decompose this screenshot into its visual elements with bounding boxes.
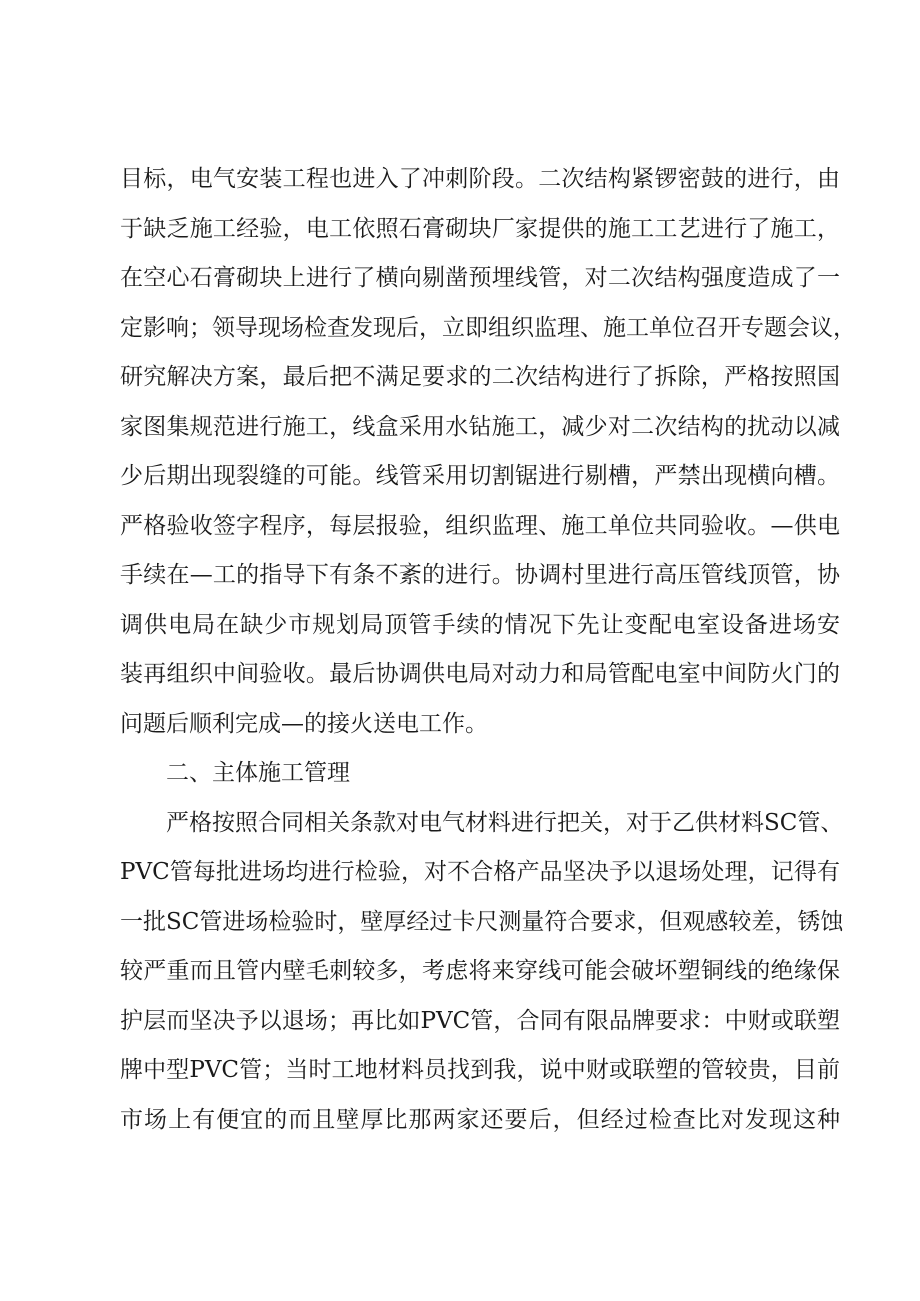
text-line: 目标，电气安装工程也进入了冲刺阶段。二次结构紧锣密鼓的进行，由 bbox=[120, 166, 840, 192]
paragraph-1 bbox=[120, 155, 856, 749]
text-line: 严格按照合同相关条款对电气材料进行把关，对于乙供材料SC管、 bbox=[166, 809, 844, 836]
text-line: 市场上有便宜的而且壁厚比那两家还要后，但经过检查比对发现这种 bbox=[120, 1106, 840, 1133]
text-line: 牌中型PVC管；当时工地材料员找到我，说中财或联塑的管较贵，目前 bbox=[120, 1057, 840, 1083]
text-line: 少后期出现裂缝的可能。线管采用切割锯进行剔槽，严禁出现横向槽。 bbox=[120, 463, 840, 489]
text-line: 家图集规范进行施工，线盒采用水钻施工，减少对二次结构的扰动以减 bbox=[120, 413, 840, 440]
text-line: 严格验收签字程序，每层报验，组织监理、施工单位共同验收。—供电 bbox=[120, 512, 840, 539]
paragraph-2 bbox=[120, 799, 844, 1146]
text-line: 调供电局在缺少市规划局顶管手续的情况下先让变配电室设备进场安 bbox=[120, 611, 840, 638]
text-line: 较严重而且管内壁毛刺较多，考虑将来穿线可能会破坏塑铜线的绝缘保 bbox=[120, 958, 840, 984]
text-line: PVC管每批进场均进行检验，对不合格产品坚决予以退场处理，记得有 bbox=[120, 859, 840, 885]
text-line: 问题后顺利完成—的接火送电工作。 bbox=[120, 710, 488, 737]
document-body bbox=[120, 155, 856, 1145]
text-line: 于缺乏施工经验，电工依照石膏砌块厂家提供的施工工艺进行了施工， bbox=[120, 215, 840, 242]
text-line: 定影响；领导现场检查发现后，立即组织监理、施工单位召开专题会议， bbox=[120, 314, 856, 341]
text-line: 手续在—工的指导下有条不紊的进行。协调村里进行高压管线顶管，协 bbox=[120, 562, 840, 588]
text-line: 护层而坚决予以退场；再比如PVC管，合同有限品牌要求：中财或联塑 bbox=[120, 1007, 840, 1034]
text-line: 研究解决方案，最后把不满足要求的二次结构进行了拆除，严格按照国 bbox=[120, 364, 840, 390]
section-heading: 二、主体施工管理 bbox=[166, 760, 350, 786]
text-line: 在空心石膏砌块上进行了横向剔凿预埋线管，对二次结构强度造成了一 bbox=[120, 265, 840, 291]
text-line: 一批SC管进场检验时，壁厚经过卡尺测量符合要求，但观感较差，锈蚀 bbox=[120, 908, 844, 935]
text-line: 装再组织中间验收。最后协调供电局对动力和局管配电室中间防火门的 bbox=[120, 661, 840, 687]
